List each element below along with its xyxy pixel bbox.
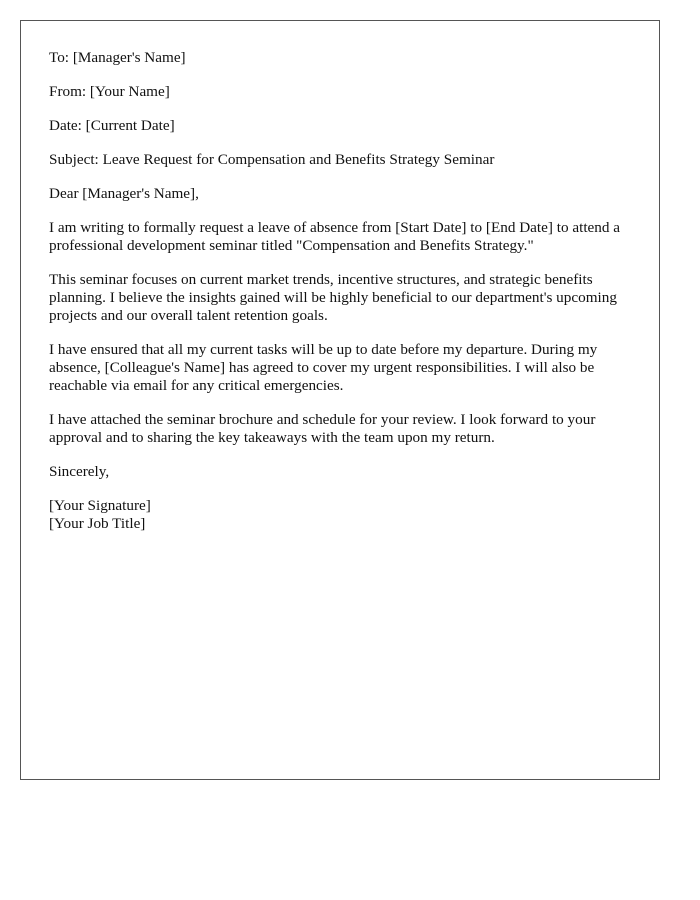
letter-frame <box>20 20 660 780</box>
greeting: Dear [Manager's Name], <box>49 185 199 202</box>
signature-name: [Your Signature] <box>49 497 151 514</box>
signature-job-title: [Your Job Title] <box>49 515 146 532</box>
paragraph-attachments: I have attached the seminar brochure and schedule for your review. I look forward to your approval and to sharing the key takeaways with the team upon my return. <box>49 411 596 446</box>
signature-block <box>49 497 635 533</box>
letter-body <box>49 49 635 533</box>
closing: Sincerely, <box>49 463 110 480</box>
subject-line: Subject: Leave Request for Compensation and Benefits Strategy Seminar <box>49 151 495 168</box>
paragraph-seminar-focus: This seminar focuses on current market trends, incentive structures, and strategic benefits planning. I believe the insights gained will be highly beneficial to our department's upcoming projects and our overall talent retention goals. <box>49 271 617 324</box>
paragraph-coverage: I have ensured that all my current tasks will be up to date before my departure. During my absence, [Colleague's Name] has agreed to cover my urgent responsibilities. I will also be reachable via email for any critical emergencies. <box>49 341 598 394</box>
date-line: Date: [Current Date] <box>49 117 175 134</box>
paragraph-request: I am writing to formally request a leave of absence from [Start Date] to [End Date] to attend a professional development seminar titled "Compensation and Benefits Strategy." <box>49 219 620 254</box>
from-line: From: [Your Name] <box>49 83 170 100</box>
to-line: To: [Manager's Name] <box>49 49 186 66</box>
